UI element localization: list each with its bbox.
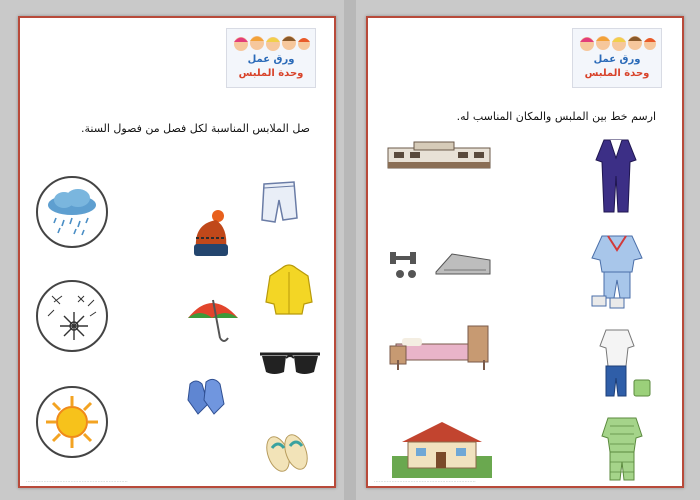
logo-title: ورق عمل [247, 54, 295, 65]
suit-icon[interactable] [594, 136, 638, 216]
sun-icon [38, 388, 106, 456]
book-gutter [344, 0, 356, 500]
worksheet-logo [226, 28, 316, 88]
bed-icon[interactable] [388, 316, 494, 374]
rain-cloud-icon [38, 178, 106, 246]
shorts-icon[interactable] [258, 178, 300, 226]
children-faces-icon [577, 32, 657, 54]
flip-flops-icon[interactable] [262, 428, 314, 474]
children-faces-icon [231, 32, 311, 54]
house-icon[interactable] [392, 416, 492, 478]
page-footer: ................................................................ [26, 478, 128, 484]
logo-subtitle: وحدة الملبس [238, 68, 304, 79]
instruction-text: صل الملابس المناسبة لكل فصل من فصول السنة. [81, 122, 310, 135]
sunglasses-icon[interactable] [258, 346, 322, 382]
snowflake-icon [38, 282, 106, 350]
page-footer: ................................................................ [374, 478, 476, 484]
gym-equipment-icon[interactable] [386, 246, 496, 280]
worksheet-logo [572, 28, 662, 88]
gloves-icon[interactable] [184, 374, 230, 420]
left-worksheet-page [18, 16, 336, 488]
winter-hat-icon[interactable] [188, 208, 232, 260]
winter-season-circle[interactable] [36, 280, 108, 352]
rain-season-circle[interactable] [36, 176, 108, 248]
right-worksheet-page [366, 16, 684, 488]
umbrella-icon[interactable] [184, 294, 242, 344]
raincoat-icon[interactable] [264, 262, 314, 318]
logo-title: ورق عمل [593, 54, 641, 65]
building-icon[interactable] [384, 138, 494, 172]
tracksuit-icon[interactable] [590, 232, 646, 312]
summer-season-circle[interactable] [36, 386, 108, 458]
pajamas-icon[interactable] [600, 414, 644, 484]
logo-subtitle: وحدة الملبس [584, 68, 650, 79]
shirt-pants-icon[interactable] [598, 326, 654, 400]
instruction-text: ارسم خط بين الملبس والمكان المناسب له. [456, 110, 656, 123]
